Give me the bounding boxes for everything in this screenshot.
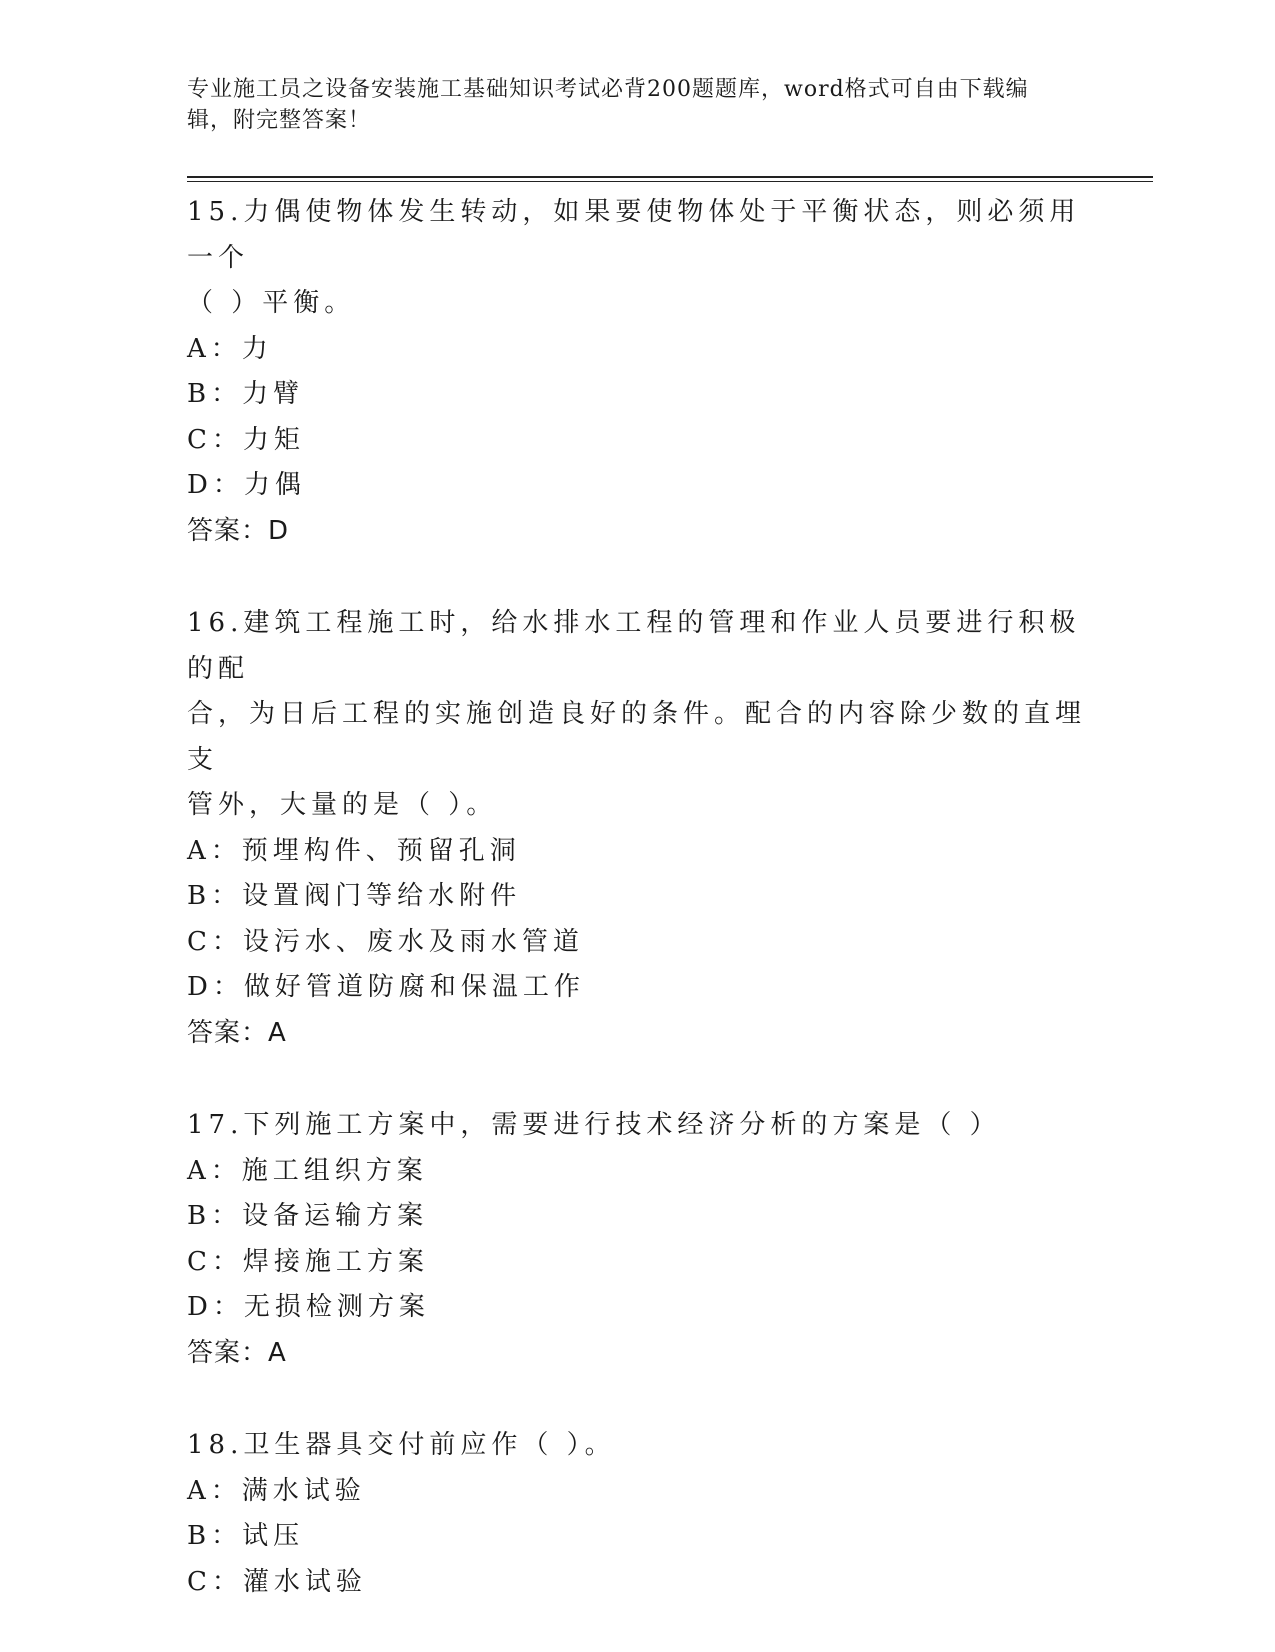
option-c: C：力矩 [187,424,305,455]
answer-line: 答案：D [187,515,290,546]
option-b: B：力臂 [187,379,305,409]
option-c: C：焊接施工方案 [187,1246,429,1277]
answer-line: 答案：A [187,1337,287,1368]
option-d: D：无损检测方案 [187,1292,430,1322]
option-c: C：灌水试验 [187,1566,367,1597]
question-15 [187,190,1087,554]
option-b: B：设备运输方案 [187,1201,429,1231]
question-stem: （ ）平衡。 [187,288,356,318]
question-stem: 18.卫生器具交付前应作（ ）。 [187,1430,616,1460]
option-a: A：施工组织方案 [187,1155,428,1186]
header-rule-top [187,176,1153,178]
question-17 [187,1103,1087,1376]
option-b: B：试压 [187,1521,305,1551]
option-d: D：做好管道防腐和保温工作 [187,972,585,1002]
header-rule-bottom [187,181,1153,182]
option-d: D：力偶 [187,470,306,500]
option-c: C：设污水、废水及雨水管道 [187,926,584,957]
option-b: B：设置阀门等给水附件 [187,881,522,911]
question-list [187,190,1087,1652]
question-stem: 管外，大量的是（ ）。 [187,790,498,820]
option-a: A：满水试验 [187,1475,366,1506]
question-stem: 16.建筑工程施工时，给水排水工程的管理和作业人员要进行积极的配 [187,608,1081,684]
option-a: A：力 [187,333,273,364]
question-16 [187,601,1087,1056]
option-a: A：预埋构件、预留孔洞 [187,835,521,866]
question-stem: 合，为日后工程的实施创造良好的条件。配合的内容除少数的直埋支 [187,699,1087,775]
answer-line: 答案：A [187,1017,287,1048]
document-header: 专业施工员之设备安装施工基础知识考试必背200题题库，word格式可自由下载编辑，附完整答案！ [187,77,1029,133]
question-stem: 15.力偶使物体发生转动，如果要使物体处于平衡状态，则必须用一个 [187,197,1081,273]
question-stem: 17.下列施工方案中，需要进行技术经济分析的方案是（ ） [187,1110,1001,1140]
question-18 [187,1423,1087,1605]
